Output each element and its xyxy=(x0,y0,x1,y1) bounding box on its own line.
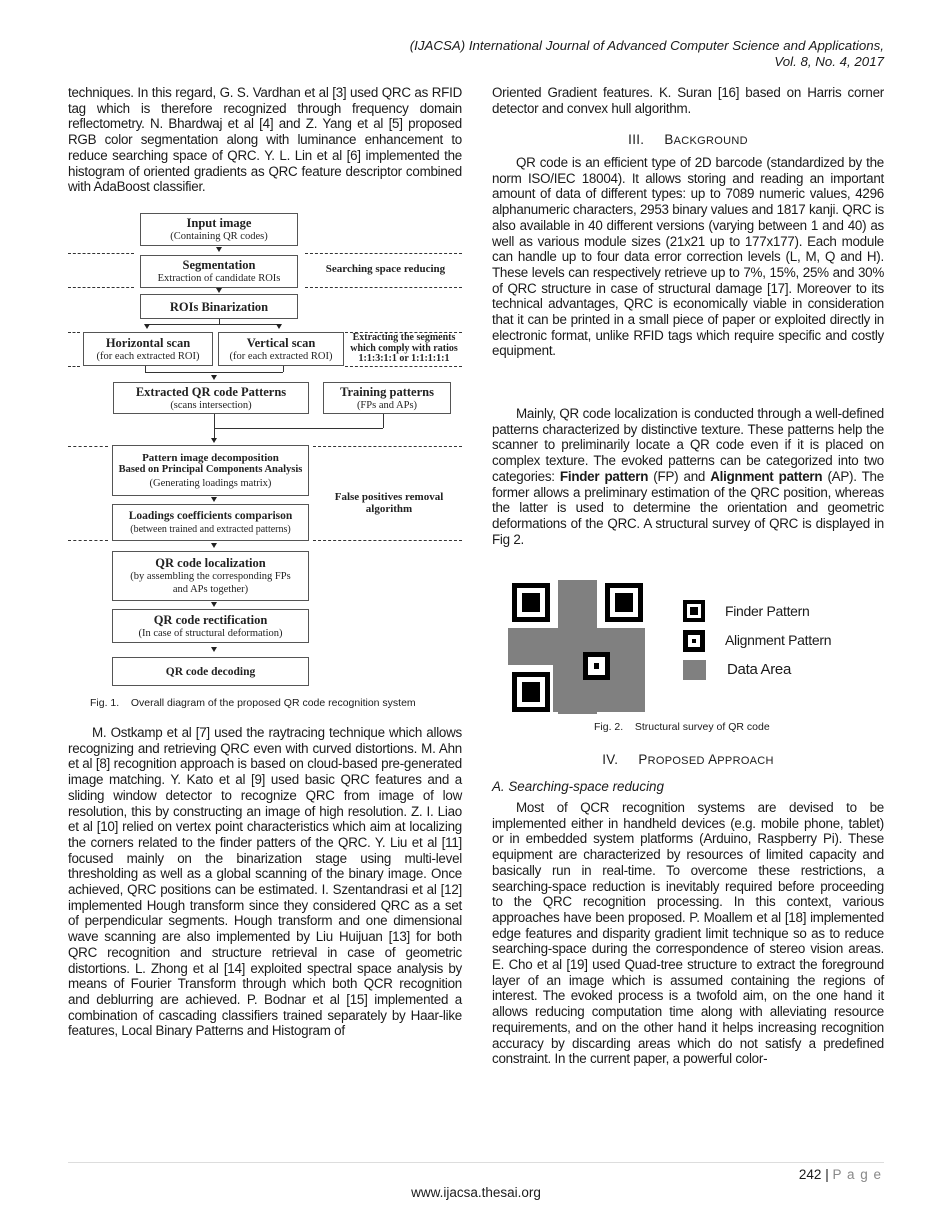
section-title-rest: ACKGROUND xyxy=(673,135,748,147)
page-label: P a g e xyxy=(832,1167,882,1182)
paragraph-text: QR code is an efficient type of 2D barcode (standardized by the norm ISO/IEC 18004). It allows storing and reading an important amount of data of different types: up to 7089 numeric values, 4296 alphanumeric characters, 2953 binary values and 1817 kanji. QRC is also available in 40 different versions (varying between 1 and 40) as well as various module sizes (21x21 up to 177x177). Each module can handle up to four data error correction levels (L, M, Q and H). These levels can respectively retrieve up to 7%, 15%, 25% and 30% of QRC structure in case of structural damage [17]. Moreover to its technical advantages, QRC is economically viable in consideration that it can be printed in a small piece of paper or exploited directly in electronic format, unlike RFID tags which require specific and costly equipment. xyxy=(492,155,884,359)
footer-url[interactable]: www.ijacsa.thesai.org xyxy=(411,1185,541,1200)
box-title: Horizontal scan xyxy=(105,335,191,350)
box-title: QR code decoding xyxy=(165,665,256,678)
qr-structure-figure xyxy=(508,580,648,714)
qr-rectification-box xyxy=(112,609,309,643)
box-subtitle: (Generating loadings matrix) xyxy=(149,477,272,489)
box-subtitle: (FPs and APs) xyxy=(356,399,418,411)
finder-pattern-bottom-left xyxy=(512,672,550,712)
binarization-box xyxy=(140,294,298,319)
horizontal-scan-box xyxy=(83,332,213,366)
box-title: Extracted QR code Patterns xyxy=(135,384,287,399)
box-title: Input image xyxy=(186,216,252,230)
box-subtitle: (Containing QR codes) xyxy=(170,231,268,242)
box-title: Based on Principal Components Analysis xyxy=(118,464,303,475)
segmentation-box xyxy=(140,255,298,288)
alignment-pattern-term: Alignment pattern xyxy=(710,468,823,484)
section-title-rest: ROPOSED xyxy=(647,755,709,767)
section-heading-background xyxy=(492,132,884,147)
caption-number: Fig. 1. xyxy=(90,697,120,709)
searching-space-note: Searching space reducing xyxy=(325,263,446,275)
journal-header xyxy=(410,38,884,69)
right-paragraph-3 xyxy=(492,406,884,547)
paragraph-text: (AP). The former allows a preliminary estimation of the QRC position, whereas the latter is used to determine the orientation and geometric deformations of the QRC. A structural survey of QRC is displayed in Fig 2. xyxy=(492,468,884,547)
section-number: IV. xyxy=(602,752,619,767)
box-subtitle: (for each extracted ROI) xyxy=(96,350,200,362)
paragraph-text: M. Ostkamp et al [7] used the raytracing technique which allows recognizing and retrieving QRC even with curved distortions. M. Ahn et al [8] recognition approach is based on cloud-based pre-generated image matching. Y. Kato et al [9] used basic QRC features and a sliding window detector to recognize QRC from image of low resolution, this by constructing an image of high resolution. Z. I. Liao et al [10] relied on vertex point characteristics which aim at localizing the corners related to the finder patters of the QRC. Y. Liu et al [11] focused mainly on the binarization stage using multi-level thresholding as well as a global scanning of the binary image. Once achieved, QRC positions can be estimated. I. Szentandrasi et al [12] implemented Hough transform since they considered QRC as a set of perpendicular segments. Hough transform and one dimensional wave scanning are also implemented by Liu Huijuan [13] for both QRC recognition and structure retrieval in case of geometric distortions. L. Zhong et al [14] exploited spectral space analysis by means of Fourier Transform through which both QCR recognition and deblurring are achieved. P. Bodnar et al [15] implemented a combination of cascading classifiers trained separately by Haar-like features, Local Binary Patterns and Histogram of xyxy=(68,725,462,1039)
page-number: 242 | P a g e xyxy=(798,1167,882,1182)
box-title: Training patterns xyxy=(340,384,434,399)
paragraph-text: Most of QCR recognition systems are devised to be implemented either in handheld devices (e.g. mobile phone, tablet) or in embedded system platforms (Arduino, Raspberry Pi). These equipment are characterized by resources of limited capacity and basically run in real-time. To overcome these restrictions, a searching-space reduction is inevitably required before proceeding to the QRC recognition processing. In this context, various approaches have been proposed. P. Moallem et al [18] implemented edge features and disparity gradient limit technique so as to reduce searching-space during the correspondence of stereo vision areas. E. Cho et al [19] used Quad-tree structure to extract the foreground layer of an image which is assumed containing the regions of interest. The evoked process is a twofold aim, on the one hand it allows reducing computation time along with alleviating resource requirements, and on the other hand it helps increasing recognition accuracy by discarding areas which do not satisfy a predefined constraint. In the current paper, a powerful color- xyxy=(492,800,884,1067)
caption-number: Fig. 2. xyxy=(594,721,624,733)
journal-title: (IJACSA) International Journal of Advanced Computer Science and Applications, xyxy=(409,38,884,53)
box-subtitle: (In case of structural deformation) xyxy=(138,627,283,639)
footer-divider xyxy=(68,1162,884,1163)
box-subtitle: (by assembling the corresponding FPs and APs together) xyxy=(130,571,291,595)
section-number: III. xyxy=(628,132,645,147)
loadings-comparison-box xyxy=(112,504,309,541)
box-title: Vertical scan xyxy=(246,335,316,350)
qr-decoding-box xyxy=(112,657,309,686)
box-subtitle: (scans intersection) xyxy=(170,399,252,411)
journal-volume: Vol. 8, No. 4, 2017 xyxy=(774,53,884,69)
page-number-value: 242 xyxy=(798,1167,822,1182)
right-paragraph-1 xyxy=(492,85,884,116)
finder-pattern-legend-icon xyxy=(683,600,705,622)
left-paragraph-1 xyxy=(68,85,462,195)
section-title-initial: A xyxy=(708,752,718,767)
paragraph-text: Oriented Gradient features. K. Suran [16] based on Harris corner detector and convex hull algorithm. xyxy=(492,85,884,116)
training-patterns-box xyxy=(323,382,451,414)
finder-pattern-term: Finder pattern xyxy=(559,468,649,484)
legend-data-label: Data Area xyxy=(727,661,792,678)
right-paragraph-4 xyxy=(492,800,884,1067)
box-title: QR code rectification xyxy=(153,612,268,627)
box-subtitle: (for each extracted ROI) xyxy=(229,350,333,362)
legend-alignment-label: Alignment Pattern xyxy=(725,632,832,648)
false-positives-note: False positives removal algorithm xyxy=(334,491,444,515)
vertical-scan-box xyxy=(218,332,344,366)
finder-pattern-top-right xyxy=(605,583,643,622)
box-title: Loadings coefficients comparison xyxy=(128,510,293,522)
caption-text: Overall diagram of the proposed QR code recognition system xyxy=(130,697,416,709)
qr-localization-box xyxy=(112,551,309,601)
input-image-box xyxy=(140,213,298,246)
data-area-legend-swatch xyxy=(683,660,706,680)
caption-text: Structural survey of QR code xyxy=(634,721,770,733)
alignment-pattern-legend-icon xyxy=(683,630,705,652)
paragraph-text: Mainly, QR code localization is conducted through a well-defined patterns characterized by distinctive texture. These patterns help the scanner to preliminarily locate a QR code even if it is placed on complex texture. The evoked patterns can be categorized into two categories: xyxy=(492,406,884,484)
section-title-initial: P xyxy=(638,752,648,767)
left-paragraph-2 xyxy=(68,725,462,1039)
right-paragraph-2 xyxy=(492,155,884,359)
section-title-initial: B xyxy=(664,132,674,147)
extract-segments-note: Extracting the segments which comply with ratios 1:1:3:1:1 or 1:1:1:1:1 xyxy=(350,332,458,364)
section-title-rest: PPROACH xyxy=(717,755,774,767)
box-title: ROIs Binarization xyxy=(169,299,269,314)
pattern-decomposition-box xyxy=(112,445,309,496)
paragraph-text: (FP) and xyxy=(648,468,711,484)
box-title: Segmentation xyxy=(182,258,256,272)
paragraph-text: techniques. In this regard, G. S. Vardhan et al [3] used QRC as RFID tag which is therefore recognized through frequency domain reflectometry. N. Bhardwaj et al [4] and Z. Yang et al [5] proposed RGB color segmentation along with luminance enhancement to reduce searching space of QRC. Y. L. Lin et al [6] implemented the histogram of oriented gradients as QRC feature descriptor combined with AdaBoost classifier. xyxy=(68,85,462,195)
extracted-patterns-box xyxy=(113,382,309,414)
box-title: QR code localization xyxy=(155,556,266,570)
box-subtitle: (between trained and extracted patterns) xyxy=(130,524,291,535)
box-title: Pattern image decomposition xyxy=(142,451,279,464)
figure-1-caption xyxy=(90,697,416,709)
section-heading-proposed-approach xyxy=(492,752,884,767)
box-subtitle: Extraction of candidate ROIs xyxy=(157,273,281,284)
alignment-pattern xyxy=(583,652,610,680)
subsection-heading: A. Searching-space reducing xyxy=(492,779,664,794)
finder-pattern-top-left xyxy=(512,583,550,622)
legend-finder-label: Finder Pattern xyxy=(725,603,810,619)
figure-2-caption xyxy=(594,721,770,733)
